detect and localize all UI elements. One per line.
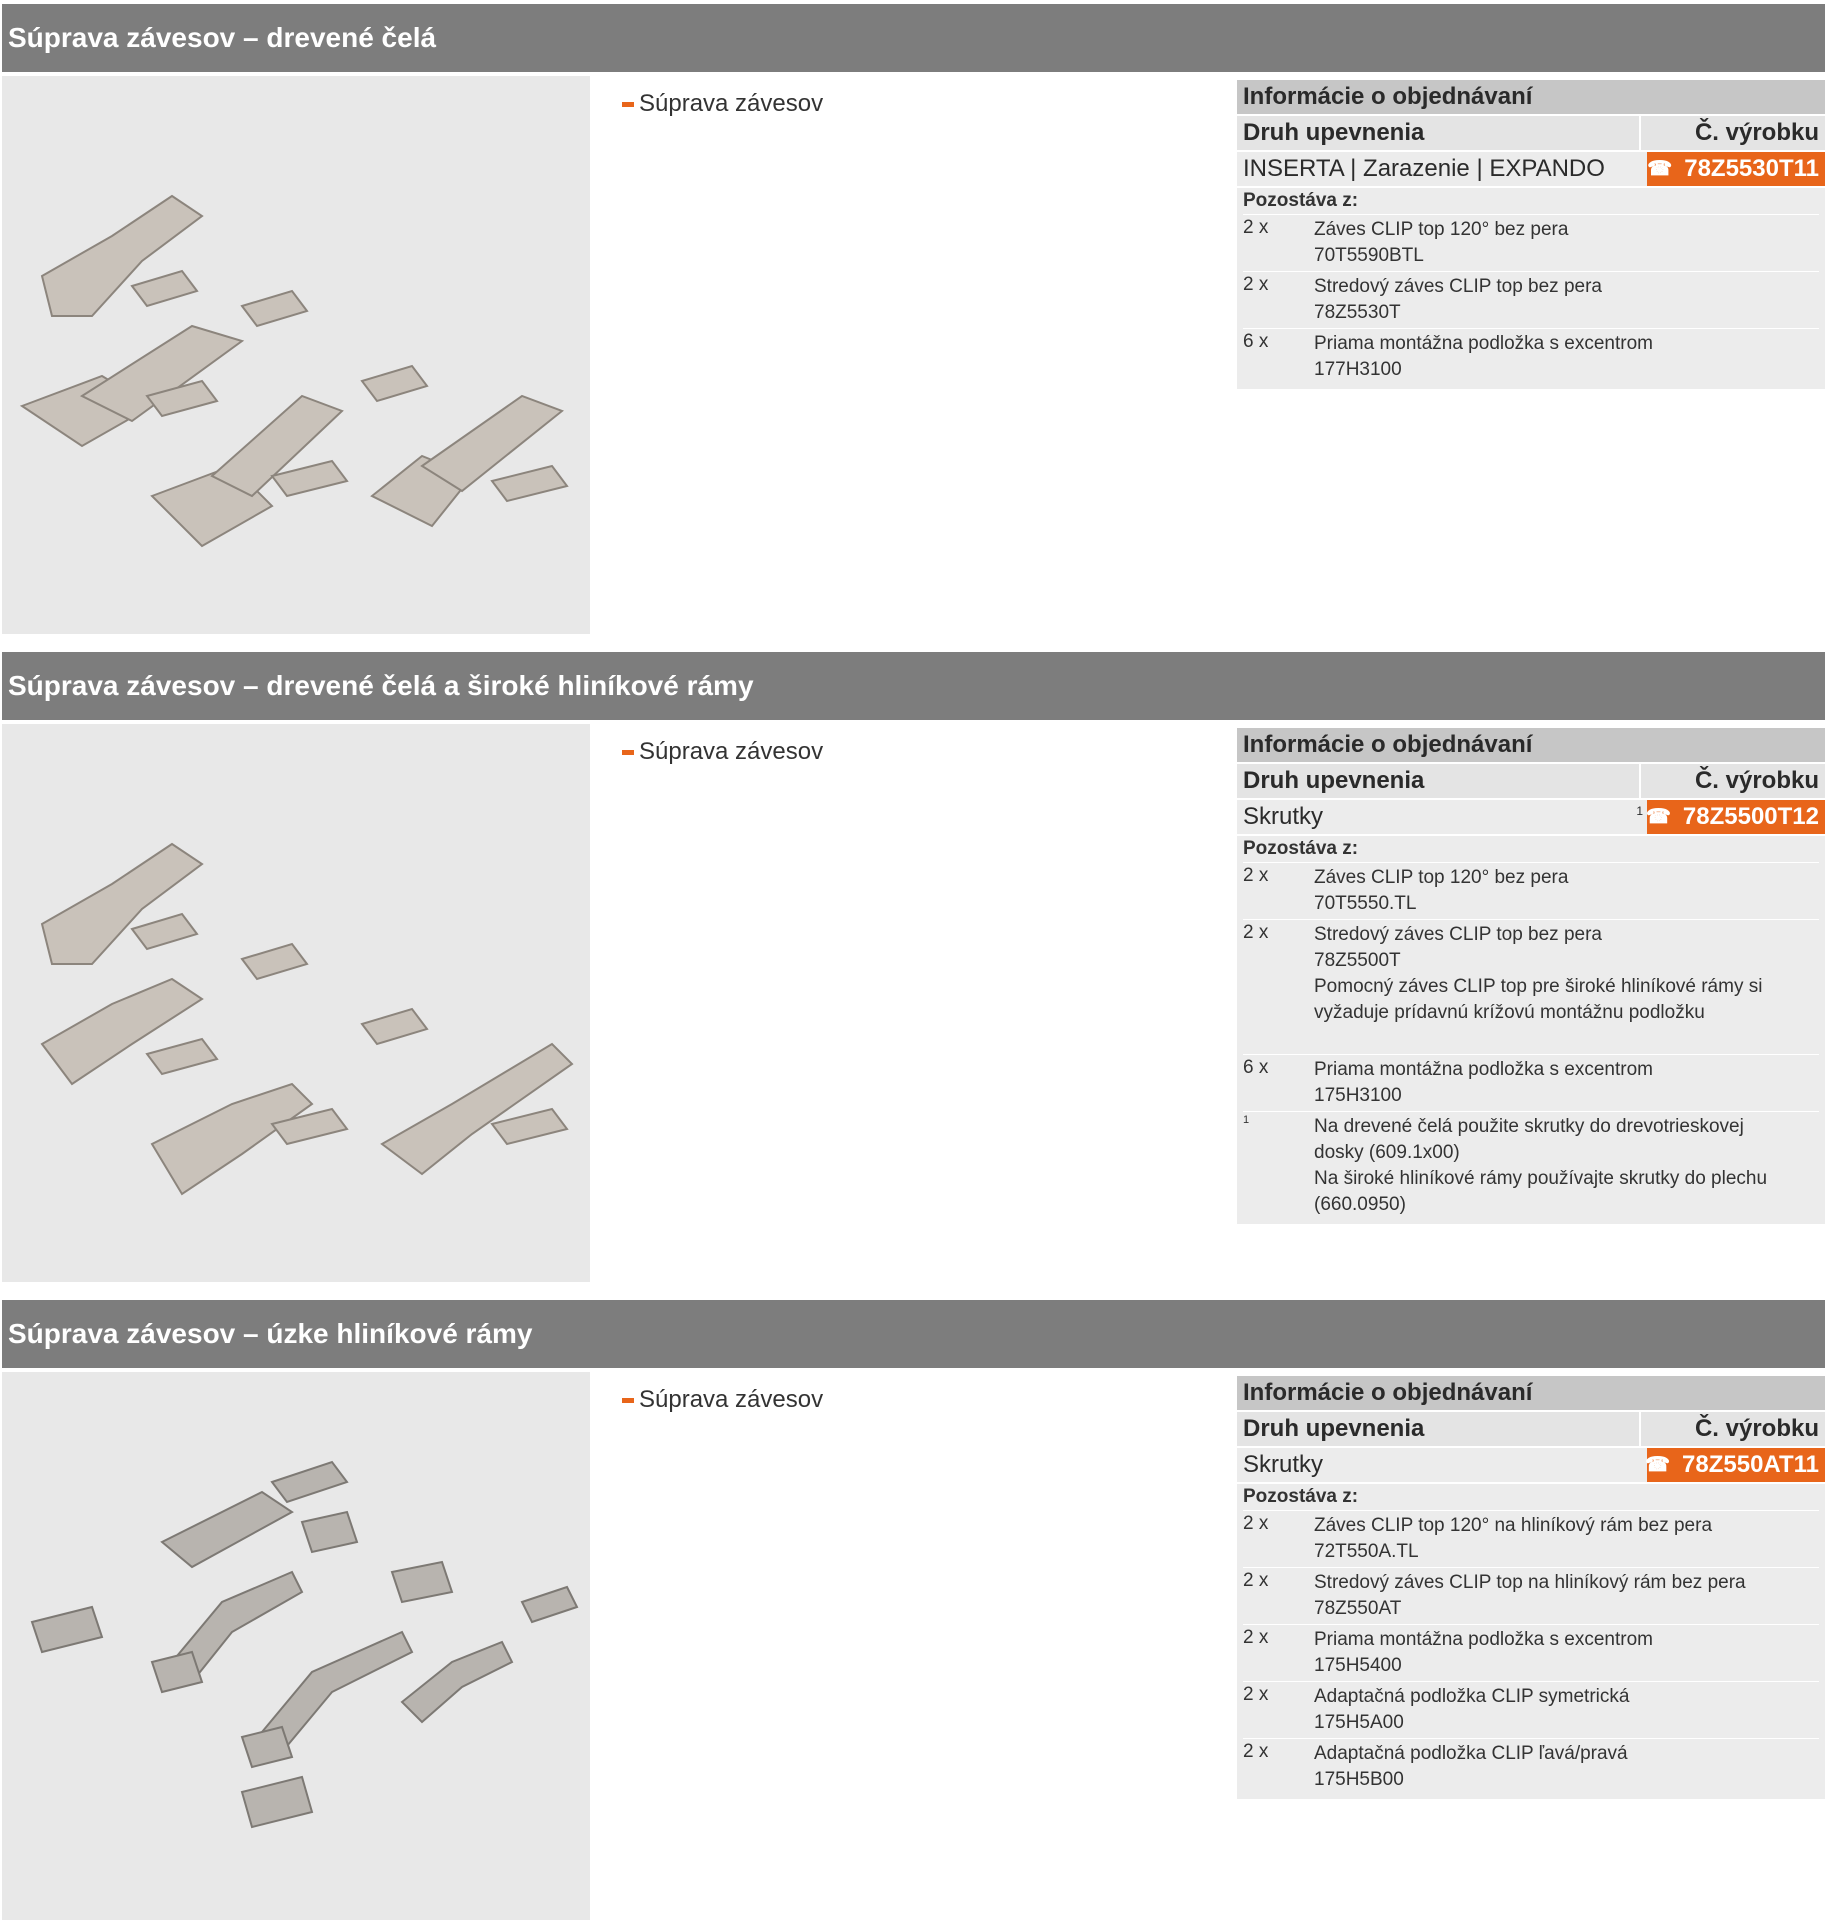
phone-icon: ☎: [1645, 1454, 1671, 1476]
order-info-table: [1237, 1376, 1825, 1799]
bullet-label: Súprava závesov: [639, 738, 824, 765]
item-qty: 2 x: [1243, 922, 1269, 943]
order-info-header: [1237, 764, 1825, 798]
column-mount-type: Druh upevnenia: [1237, 116, 1641, 150]
item-qty: 2 x: [1243, 1741, 1269, 1762]
hinge-set-illustration: [2, 76, 590, 634]
part-number-link[interactable]: [1647, 800, 1825, 834]
item-code: 175H3100: [1314, 1085, 1402, 1106]
footnote-number-cell: [1243, 1114, 1314, 1218]
mount-type-value: [1237, 152, 1647, 186]
section-narrow-aluminium: [0, 1300, 1827, 1920]
column-part-number: Č. výrobku: [1694, 119, 1819, 146]
item-qty: 2 x: [1243, 1684, 1269, 1705]
order-info-header: [1237, 1412, 1825, 1446]
order-info-table: [1237, 80, 1825, 389]
bullet-label: Súprava závesov: [639, 1386, 824, 1413]
item-code: 78Z5530T: [1314, 302, 1401, 323]
item-desc: Adaptačná podložka CLIP symetrická: [1314, 1686, 1630, 1707]
consists-label: Pozostáva z:: [1243, 838, 1359, 859]
hinge-set-illustration: [2, 1372, 590, 1920]
footnote-text: (660.0950): [1314, 1194, 1406, 1215]
consists-label: Pozostáva z:: [1243, 190, 1359, 211]
list-item: [1243, 1624, 1819, 1681]
item-desc: Stredový záves CLIP top bez pera: [1314, 276, 1602, 297]
item-code: 177H3100: [1314, 359, 1402, 380]
consists-label: Pozostáva z:: [1243, 1486, 1359, 1507]
item-code: 70T5590BTL: [1314, 245, 1424, 266]
list-item: [1243, 1510, 1819, 1567]
consists-of-list: [1237, 188, 1825, 389]
order-row: [1237, 800, 1825, 834]
order-info-title: Informácie o objednávaní: [1237, 80, 1825, 114]
list-item: [1243, 328, 1819, 385]
item-code: 175H5A00: [1314, 1712, 1404, 1733]
list-item: [1243, 1738, 1819, 1795]
bullet-dash-icon: [622, 750, 634, 755]
item-desc: Záves CLIP top 120° na hliníkový rám bez pera: [1314, 1515, 1713, 1536]
product-image-hinge-set: [2, 1372, 590, 1920]
item-desc: Záves CLIP top 120° bez pera: [1314, 219, 1569, 240]
list-item: [1243, 862, 1819, 919]
item-qty: 2 x: [1243, 1627, 1269, 1648]
list-item: [1243, 214, 1819, 271]
section-wood-fronts: [0, 4, 1827, 634]
section-title: Súprava závesov – drevené čelá a široké hliníkové rámy: [2, 652, 1825, 720]
item-qty: 2 x: [1243, 1513, 1269, 1534]
product-image-hinge-set: [2, 76, 590, 634]
bullet-dash-icon: [622, 1398, 634, 1403]
item-note: vyžaduje prídavnú krížovú montážnu podložku: [1314, 1002, 1705, 1023]
item-desc: Priama montážna podložka s excentrom: [1314, 333, 1653, 354]
item-code: 70T5550.TL: [1314, 893, 1417, 914]
part-number-link[interactable]: [1647, 152, 1825, 186]
item-qty: 6 x: [1243, 331, 1269, 352]
item-qty: 6 x: [1243, 1057, 1269, 1078]
part-number-text: 78Z5500T12: [1682, 803, 1819, 830]
item-qty: 2 x: [1243, 217, 1269, 238]
order-info-table: [1237, 728, 1825, 1224]
item-qty: 2 x: [1243, 274, 1269, 295]
list-item: [1243, 1567, 1819, 1624]
mount-type-text: Skrutky: [1243, 803, 1324, 830]
footnote-item: [1243, 1111, 1819, 1220]
item-qty: 2 x: [1243, 865, 1269, 886]
item-code: 175H5400: [1314, 1655, 1402, 1676]
order-info-title: Informácie o objednávaní: [1237, 1376, 1825, 1410]
bullet-label: Súprava závesov: [639, 90, 824, 117]
order-row: [1237, 1448, 1825, 1482]
part-number-text: 78Z5530T11: [1684, 155, 1819, 182]
order-info-header: [1237, 116, 1825, 150]
column-mount-type: Druh upevnenia: [1237, 1412, 1641, 1446]
mount-type-value: [1237, 800, 1647, 834]
phone-icon: ☎: [1645, 806, 1671, 828]
item-code: 72T550A.TL: [1314, 1541, 1419, 1562]
consists-of-list: [1237, 1484, 1825, 1799]
section-wood-fronts-wide-aluminium: [0, 652, 1827, 1282]
footnote-text: dosky (609.1x00): [1314, 1142, 1460, 1163]
column-mount-type: Druh upevnenia: [1237, 764, 1641, 798]
list-item: [1243, 271, 1819, 328]
order-row: [1237, 152, 1825, 186]
item-code: 175H5B00: [1314, 1769, 1404, 1790]
item-desc: Stredový záves CLIP top na hliníkový rám bez pera: [1314, 1572, 1746, 1593]
product-image-hinge-set: [2, 724, 590, 1282]
column-part-number: Č. výrobku: [1694, 1415, 1819, 1442]
footnote-text: Na drevené čelá použite skrutky do drevotrieskovej: [1314, 1116, 1744, 1137]
section-title: Súprava závesov – úzke hliníkové rámy: [2, 1300, 1825, 1368]
item-desc: Priama montážna podložka s excentrom: [1314, 1629, 1653, 1650]
consists-of-list: [1237, 836, 1825, 1224]
footnote-text: Na široké hliníkové rámy používajte skrutky do plechu: [1314, 1168, 1768, 1189]
item-code: 78Z550AT: [1314, 1598, 1402, 1619]
list-item: [1243, 1681, 1819, 1738]
section-title: Súprava závesov – drevené čelá: [2, 4, 1825, 72]
item-note: Pomocný záves CLIP top pre široké hliníkové rámy si: [1314, 976, 1763, 997]
bullet-dash-icon: [622, 102, 634, 107]
mount-type-text: INSERTA | Zarazenie | EXPANDO: [1243, 155, 1605, 182]
phone-icon: ☎: [1647, 158, 1673, 180]
bullet-item: [622, 738, 823, 766]
order-info-title: Informácie o objednávaní: [1237, 728, 1825, 762]
footnote-number: 1: [1243, 1114, 1250, 1126]
item-desc: Stredový záves CLIP top bez pera: [1314, 924, 1602, 945]
column-part-number: Č. výrobku: [1694, 767, 1819, 794]
list-item: [1243, 919, 1819, 1054]
hinge-set-illustration: [2, 724, 590, 1282]
bullet-item: [622, 90, 823, 118]
part-number-text: 78Z550AT11: [1682, 1451, 1819, 1478]
list-item: [1243, 1054, 1819, 1111]
footnote-mark: 1: [1636, 804, 1643, 818]
item-desc: Adaptačná podložka CLIP ľavá/pravá: [1314, 1743, 1628, 1764]
mount-type-value: [1237, 1448, 1647, 1482]
item-desc: Priama montážna podložka s excentrom: [1314, 1059, 1653, 1080]
item-code: 78Z5500T: [1314, 950, 1401, 971]
item-desc: Záves CLIP top 120° bez pera: [1314, 867, 1569, 888]
mount-type-text: Skrutky: [1243, 1451, 1324, 1478]
bullet-item: [622, 1386, 823, 1414]
part-number-link[interactable]: [1647, 1448, 1825, 1482]
item-qty: 2 x: [1243, 1570, 1269, 1591]
